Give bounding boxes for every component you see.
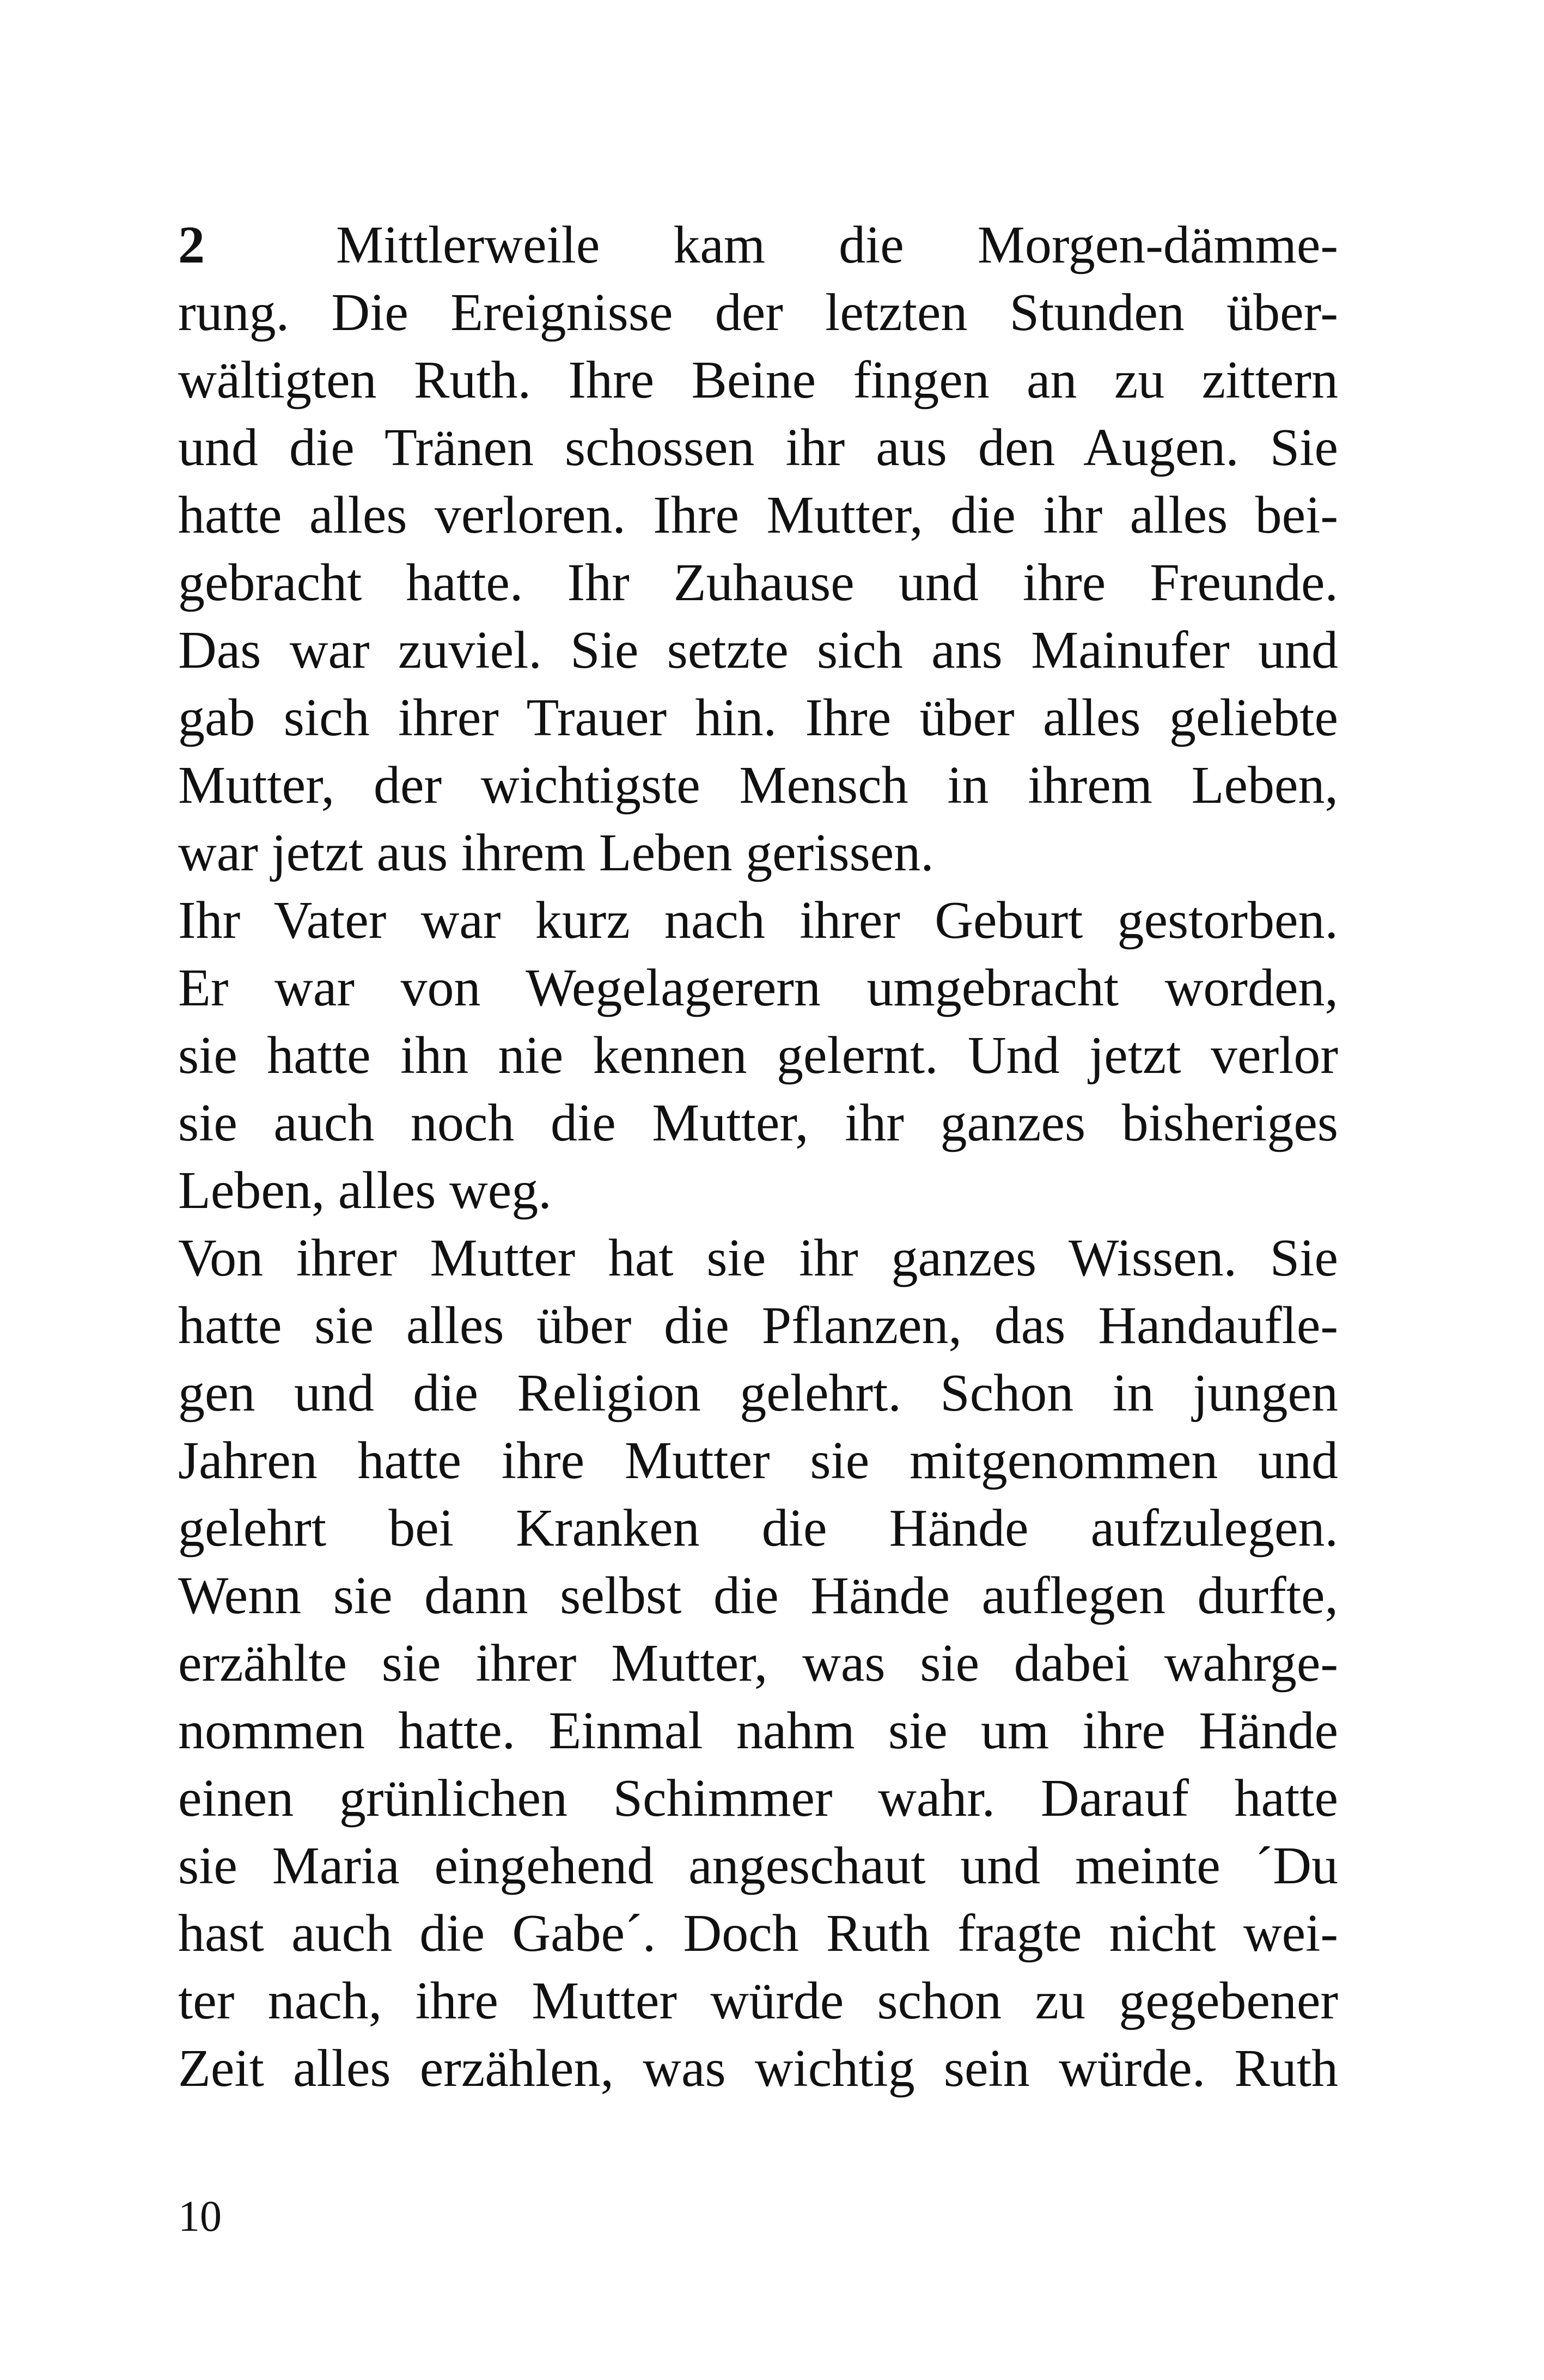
text-line: Jahren hatte ihre Mutter sie mitgenommen und [178, 1431, 1338, 1490]
text-line: gen und die Religion gelehrt. Schon in jungen [178, 1364, 1338, 1423]
body-text [178, 211, 1338, 2102]
text-line: sie auch noch die Mutter, ihr ganzes bisheriges [178, 1094, 1338, 1152]
text-line: Mutter, der wichtigste Mensch in ihrem Leben, [178, 756, 1338, 815]
text-line: hast auch die Gabe´. Doch Ruth fragte nicht wei- [178, 1904, 1338, 1963]
text-line: sie Maria eingehend angeschaut und meinte ´Du [178, 1836, 1338, 1895]
text-line: einen grünlichen Schimmer wahr. Darauf hatte [178, 1769, 1338, 1828]
text-line: Zeit alles erzählen, was wichtig sein würde. Ruth [178, 2039, 1338, 2098]
text-line: nommen hatte. Einmal nahm sie um ihre Hände [178, 1701, 1338, 1760]
text-line: ter nach, ihre Mutter würde schon zu gegebener [178, 1972, 1338, 2030]
text-line: Leben, alles weg. [178, 1161, 552, 1220]
text-line: 2 Mittlerweile kam die Morgen-dämme- [178, 211, 1338, 279]
text-line: hatte sie alles über die Pflanzen, das Handaufle- [178, 1296, 1338, 1355]
text-line: gab sich ihrer Trauer hin. Ihre über alles geliebte [178, 688, 1338, 747]
text-line: sie hatte ihn nie kennen gelernt. Und jetzt verlor [178, 1026, 1338, 1085]
text-line: gelehrt bei Kranken die Hände aufzulegen. [178, 1499, 1338, 1558]
text-line: Ihr Vater war kurz nach ihrer Geburt gestorben. [178, 891, 1338, 950]
text-line: und die Tränen schossen ihr aus den Augen. Sie [178, 418, 1338, 477]
text-line: Das war zuviel. Sie setzte sich ans Mainufer und [178, 621, 1338, 680]
page-number: 10 [178, 2193, 222, 2241]
text-line: Von ihrer Mutter hat sie ihr ganzes Wissen. Sie [178, 1229, 1338, 1287]
chapter-number: 2 [178, 216, 205, 274]
text-line: wältigten Ruth. Ihre Beine fingen an zu zittern [178, 351, 1338, 410]
text-line: Wenn sie dann selbst die Hände auflegen durfte, [178, 1566, 1338, 1625]
text-line: war jetzt aus ihrem Leben gerissen. [178, 823, 934, 882]
text-line: rung. Die Ereignisse der letzten Stunden über- [178, 283, 1338, 342]
text-line: hatte alles verloren. Ihre Mutter, die ihr alles bei- [178, 486, 1338, 545]
text-line: erzählte sie ihrer Mutter, was sie dabei wahrge- [178, 1634, 1338, 1693]
text-line: gebracht hatte. Ihr Zuhause und ihre Freunde. [178, 553, 1338, 612]
text-line: Er war von Wegelagerern umgebracht worden, [178, 959, 1338, 1017]
